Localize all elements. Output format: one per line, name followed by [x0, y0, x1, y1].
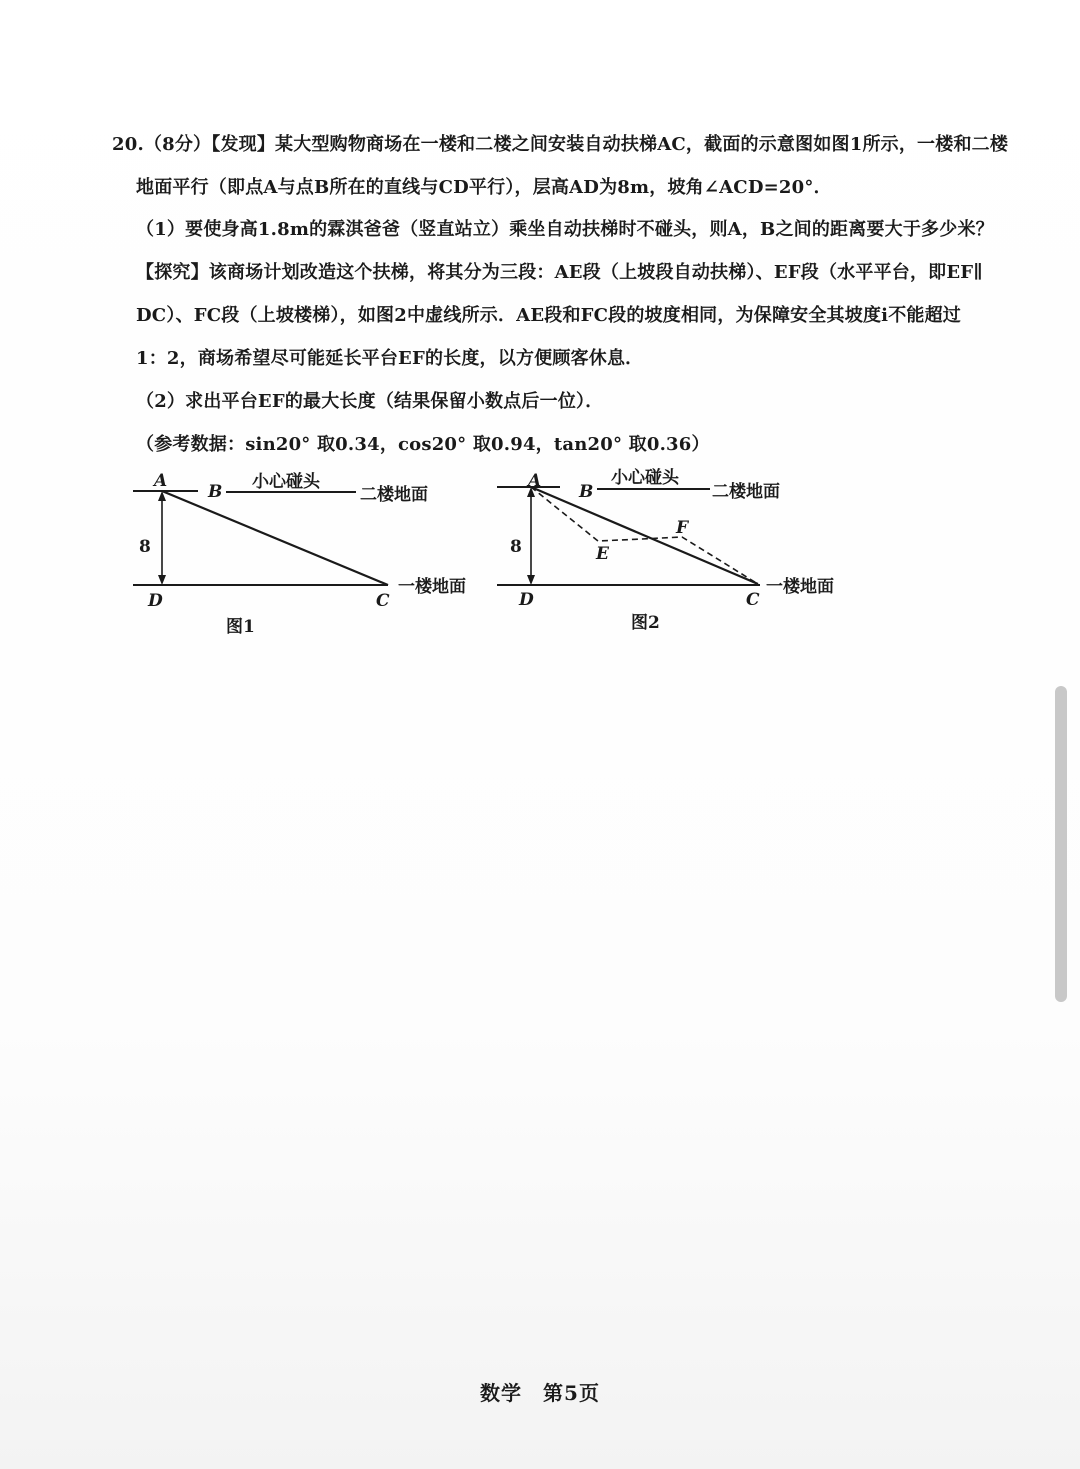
page-footer: 数学 第5页: [480, 1381, 600, 1405]
vertical-scrollbar[interactable]: [1055, 686, 1067, 1002]
fig1-label-d: D: [148, 591, 163, 611]
question-20-line-1: 20.（8分）【发现】某大型购物商场在一楼和二楼之间安装自动扶梯AC，截面的示意图如图1所示，一楼和二楼: [112, 134, 1009, 155]
question-20-part-1: （1）要使身高1.8m的霖淇爸爸（竖直站立）乘坐自动扶梯时不碰头，则A，B之间的距离要大于多少米？: [136, 219, 994, 240]
fig1-label-b: B: [208, 482, 223, 502]
question-20-part-2: （2）求出平台EF的最大长度（结果保留小数点后一位）．: [136, 391, 604, 412]
fig1-label-c: C: [376, 591, 390, 611]
fig2-second-floor-label: 二楼地面: [712, 482, 780, 502]
question-20-explore-line-1: 【探究】该商场计划改造这个扶梯，将其分为三段：AE段（上坡段自动扶梯）、EF段（水平平台，即EF∥: [136, 262, 984, 283]
fig1-warning-label: 小心碰头: [252, 472, 320, 492]
question-20-line-2: 地面平行（即点A与点B所在的直线与CD平行），层高AD为8m，坡角∠ACD=20°．: [136, 177, 832, 198]
fig2-warning-label: 小心碰头: [611, 468, 679, 488]
question-20-explore-line-2: DC）、FC段（上坡楼梯），如图2中虚线所示．AE段和FC段的坡度相同，为保障安全其坡度i不能超过: [136, 305, 961, 326]
fig2-height-label: 8: [510, 537, 522, 557]
figure-2: [0, 0, 860, 640]
fig2-arrow-down: [527, 575, 535, 585]
fig2-caption: 图2: [631, 613, 660, 633]
fig2-label-e: E: [596, 544, 609, 564]
question-20-explore-line-3: 1：2，商场希望尽可能延长平台EF的长度，以方便顾客休息．: [136, 348, 644, 369]
fig2-label-d: D: [519, 590, 534, 610]
reference-data: （参考数据：sin20° 取0.34，cos20° 取0.94，tan20° 取0.36）: [136, 434, 710, 455]
fig2-label-c: C: [746, 590, 760, 610]
fig2-label-f: F: [676, 518, 689, 538]
fig1-second-floor-label: 二楼地面: [360, 485, 428, 505]
fig2-label-b: B: [579, 482, 594, 502]
fig1-height-label: 8: [139, 537, 151, 557]
fig2-first-floor-label: 一楼地面: [766, 577, 834, 597]
fig2-label-a: A: [528, 471, 542, 491]
fig1-label-a: A: [154, 471, 168, 491]
fig1-caption: 图1: [226, 617, 255, 637]
fig1-first-floor-label: 一楼地面: [398, 577, 466, 597]
